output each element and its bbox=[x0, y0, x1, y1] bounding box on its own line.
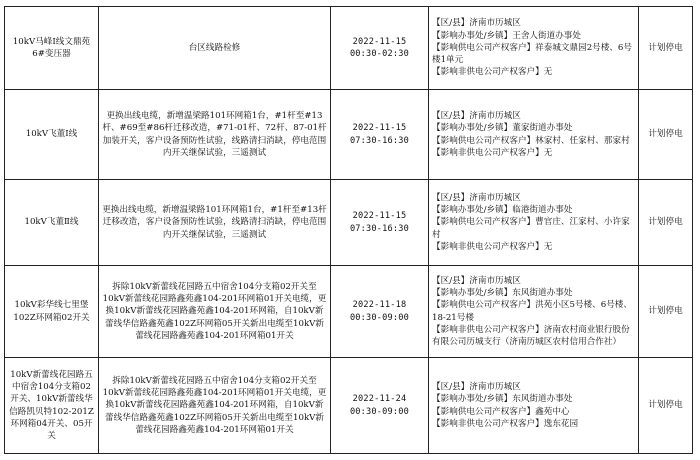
outage-type-cell: 计划停电 bbox=[639, 90, 693, 180]
affected-area-cell bbox=[429, 7, 639, 90]
table-row bbox=[5, 7, 693, 90]
area-non-utility-customers: 【影响非供电公司产权客户】无 bbox=[432, 67, 553, 78]
outage-date: 2022-11-18 bbox=[352, 300, 407, 311]
table-row bbox=[5, 180, 693, 266]
outage-hours: 00:30-02:30 bbox=[349, 49, 410, 59]
line-name-cell: 10kV彩华线七里堡102Z环网箱02开关 bbox=[5, 266, 99, 358]
area-utility-customers: 【影响供电公司产权客户】曹官庄、江家村、小许家村 bbox=[432, 217, 630, 240]
area-subdistrict: 【影响办事处/乡镇】王舍人街道办事处 bbox=[432, 30, 581, 41]
area-non-utility-customers: 【影响非供电公司产权客户】无 bbox=[432, 147, 553, 158]
area-utility-customers: 【影响供电公司产权客户】祥泰城文鼎园2号楼、6号楼1单元 bbox=[432, 42, 632, 66]
affected-area-cell bbox=[429, 180, 639, 266]
outage-date: 2022-11-24 bbox=[352, 394, 407, 405]
line-name-cell: 10kV马峰Ⅰ线文鼎苑6#变压器 bbox=[5, 7, 99, 90]
area-district: 【区/县】济南市历城区 bbox=[432, 192, 521, 203]
area-subdistrict: 【影响办事处/乡镇】东风街道办事处 bbox=[432, 288, 573, 299]
outage-date: 2022-11-15 bbox=[352, 211, 407, 222]
area-district: 【区/县】济南市历城区 bbox=[432, 111, 521, 122]
affected-area-cell bbox=[429, 266, 639, 358]
outage-time-cell bbox=[331, 180, 429, 266]
outage-type-cell: 计划停电 bbox=[639, 180, 693, 266]
work-content-cell: 更换出线电缆，新增温梁路101环网箱1台，#1杆至#13杆、#69至#86杆迁移改造，#71-01杆、72杆、87-01杆加装开关，客户设备预防性试验，线路清扫消缺，停电范围内开关继保试验，三遥测试 bbox=[99, 90, 331, 180]
outage-hours: 07:30-16:30 bbox=[349, 223, 410, 234]
outage-type-cell: 计划停电 bbox=[639, 266, 693, 358]
outage-table bbox=[4, 6, 693, 454]
outage-time-cell bbox=[331, 7, 429, 90]
affected-area-cell bbox=[429, 358, 639, 454]
area-non-utility-customers: 【影响非供电公司产权客户】济南农村商业银行股份有限公司历城支行（济南历城区农村信用合作社） bbox=[432, 324, 630, 347]
outage-hours: 07:30-16:30 bbox=[349, 135, 410, 146]
outage-date: 2022-11-15 bbox=[352, 36, 407, 47]
table-row bbox=[5, 90, 693, 180]
work-content-cell: 拆除10kV新蕾线花园路五中宿舍104分支箱02开关至10kV新蕾线花园路鑫苑鑫104-201环网箱01开关电缆，更换10kV新蕾线花园路鑫苑鑫104-201环网箱，自10kV新蕾线华信路鑫苑鑫102Z环网箱05开关新出电缆至10kV新蕾线花园路鑫苑鑫104-201环网箱01开关 bbox=[99, 358, 331, 454]
area-district: 【区/县】济南市历城区 bbox=[432, 18, 521, 29]
work-content-cell: 台区线路检修 bbox=[99, 7, 331, 90]
outage-type-cell: 计划停电 bbox=[639, 358, 693, 454]
work-content-cell: 拆除10kV新蕾线花园路五中宿舍104分支箱02开关至10kV新蕾线花园路鑫苑鑫104-201环网箱01开关电缆，更换10kV新蕾线花园路鑫苑鑫104-201环网箱，自10kV新蕾线华信路鑫苑鑫102Z环网箱05开关新出电缆至10kV新蕾线花园路鑫苑鑫104-201环网箱01开关 bbox=[99, 266, 331, 358]
outage-time-cell bbox=[331, 358, 429, 454]
outage-hours: 00:30-09:00 bbox=[349, 312, 410, 323]
table-row bbox=[5, 266, 693, 358]
area-district: 【区/县】济南市历城区 bbox=[432, 275, 521, 286]
area-district: 【区/县】济南市历城区 bbox=[432, 382, 521, 393]
area-utility-customers: 【影响供电公司产权客户】林家村、任家村、那家村 bbox=[432, 135, 630, 146]
outage-type-cell: 计划停电 bbox=[639, 7, 693, 90]
table-row bbox=[5, 358, 693, 454]
affected-area-cell bbox=[429, 90, 639, 180]
outage-date: 2022-11-15 bbox=[352, 123, 407, 134]
line-name-cell: 10kV新蕾线花园路五中宿舍104分支箱02开关、10kV新蕾线华信路凯贝特102-201Z环网箱04开关、05开关 bbox=[5, 358, 99, 454]
outage-time-cell bbox=[331, 90, 429, 180]
area-non-utility-customers: 【影响非供电公司产权客户】逸东花园 bbox=[432, 418, 579, 429]
area-non-utility-customers: 【影响非供电公司产权客户】无 bbox=[432, 241, 553, 252]
outage-time-cell bbox=[331, 266, 429, 358]
work-content-cell: 更换出线电缆，新增温梁路101环网箱1台，#1杆至#13杆迁移改造，客户设备预防性试验，线路清扫消缺，停电范围内开关继保试验，三遥测试 bbox=[99, 180, 331, 266]
outage-hours: 00:30-09:00 bbox=[349, 406, 410, 417]
line-name-cell: 10kV飞董Ⅱ线 bbox=[5, 180, 99, 266]
area-utility-customers: 【影响供电公司产权客户】鑫苑中心 bbox=[432, 406, 570, 417]
line-name-cell: 10kV飞董Ⅰ线 bbox=[5, 90, 99, 180]
area-utility-customers: 【影响供电公司产权客户】洪苑小区5号楼、6号楼、18-21号楼 bbox=[432, 300, 632, 323]
area-subdistrict: 【影响办事处/乡镇】董家街道办事处 bbox=[432, 123, 573, 134]
area-subdistrict: 【影响办事处/乡镇】东风街道办事处 bbox=[432, 394, 573, 405]
area-subdistrict: 【影响办事处/乡镇】临港街道办事处 bbox=[432, 205, 573, 216]
